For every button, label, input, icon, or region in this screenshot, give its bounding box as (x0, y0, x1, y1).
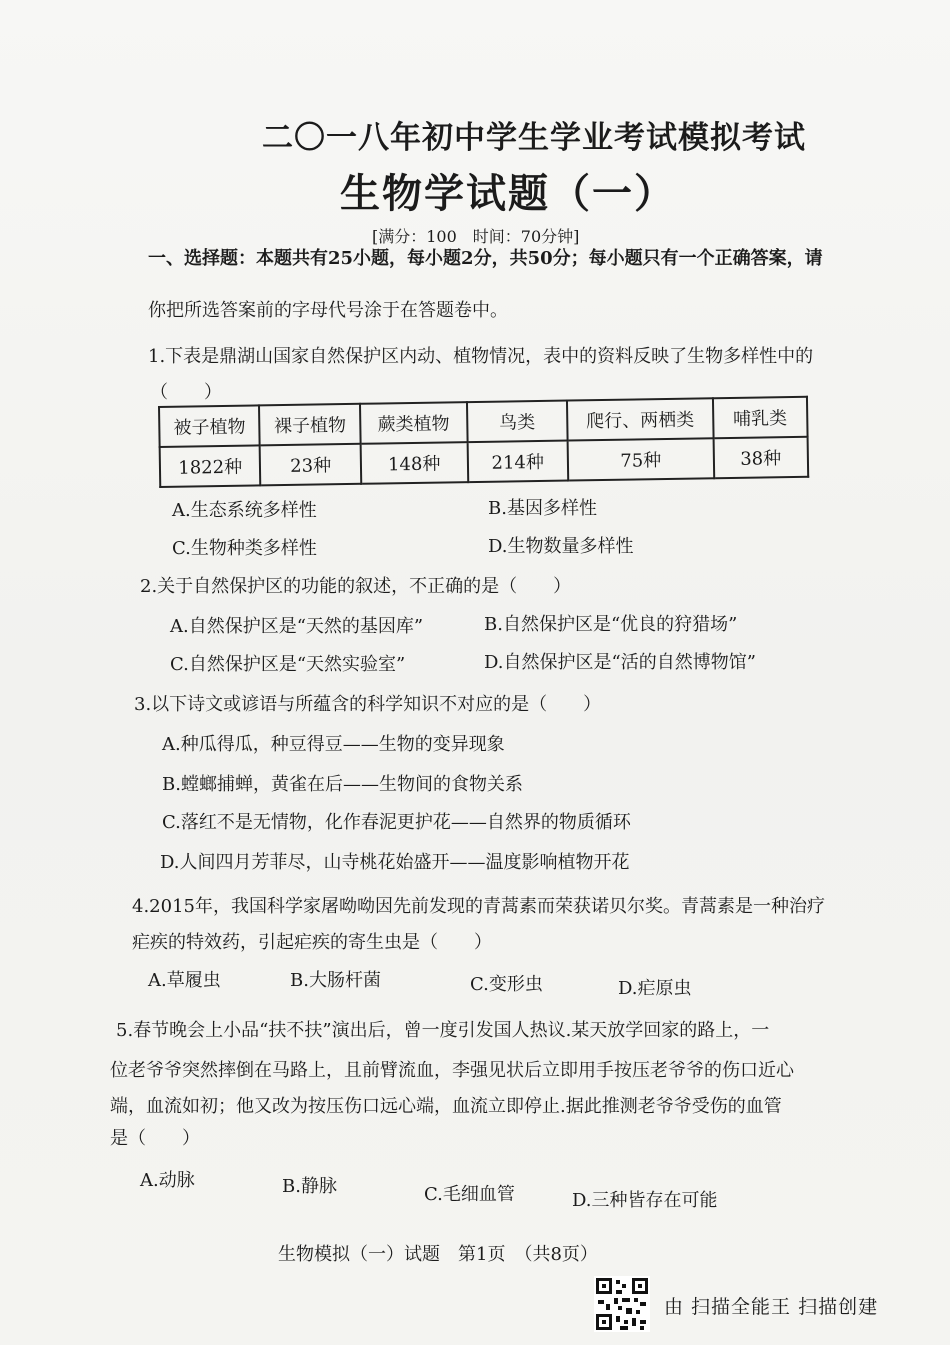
q4-option-c: C.变形虫 (470, 974, 543, 995)
q4-stem-line2: 疟疾的特效药，引起疟疾的寄生虫是（ ） (132, 932, 492, 953)
q3-stem: 3.以下诗文或谚语与所蕴含的科学知识不对应的是（ ） (134, 694, 602, 715)
exam-info: [满分：100 时间：70分钟] (372, 227, 580, 246)
table-header-cell: 被子植物 (159, 405, 260, 447)
q1-option-d: D.生物数量多样性 (488, 536, 634, 557)
table-header-cell: 哺乳类 (713, 397, 808, 438)
q3-option-a: A.种瓜得瓜，种豆得豆——生物的变异现象 (162, 734, 505, 755)
q3-option-d: D.人间四月芳菲尽，山寺桃花始盛开——温度影响植物开花 (160, 852, 630, 873)
q5-option-a: A.动脉 (140, 1170, 195, 1191)
q5-stem-line1: 5.春节晚会上小品“扶不扶”演出后，曾一度引发国人热议.某天放学回家的路上，一 (116, 1020, 770, 1041)
q2-stem: 2.关于自然保护区的功能的叙述，不正确的是（ ） (140, 576, 572, 597)
table-cell: 214种 (467, 441, 568, 483)
section-instructions-line1: 一、选择题：本题共有25小题，每小题2分，共50分；每小题只有一个正确答案，请 (148, 248, 823, 269)
q2-option-c: C.自然保护区是“天然实验室” (170, 654, 406, 675)
q2-option-a: A.自然保护区是“天然的基因库” (170, 616, 424, 637)
q5-option-c: C.毛细血管 (424, 1184, 515, 1205)
q2-option-d: D.自然保护区是“活的自然博物馆” (484, 652, 756, 673)
q5-option-b: B.静脉 (282, 1176, 337, 1197)
exam-title: 二〇一八年初中学生学业考试模拟考试 (262, 120, 806, 156)
q4-option-d: D.疟原虫 (618, 978, 692, 999)
q1-option-a: A.生态系统多样性 (172, 500, 317, 521)
q4-option-a: A.草履虫 (148, 970, 221, 991)
q1-option-c: C.生物种类多样性 (172, 538, 317, 559)
q5-stem-line3: 端，血流如初；他又改为按压伤口远心端，血流立即停止.据此推测老爷爷受伤的血管 (110, 1096, 782, 1117)
q4-stem-line1: 4.2015年，我国科学家屠呦呦因先前发现的青蒿素而荣获诺贝尔奖。青蒿素是一种治疗 (132, 896, 825, 917)
q1-stem-line1: 1.下表是鼎湖山国家自然保护区内动、植物情况，表中的资料反映了生物多样性中的 (148, 346, 814, 367)
table-header-cell: 鸟类 (467, 401, 568, 443)
table-cell: 148种 (361, 442, 468, 484)
page-footer: 生物模拟（一）试题 第1页 （共8页） (278, 1244, 598, 1265)
table-cell: 23种 (260, 444, 361, 486)
table-cell: 38种 (713, 437, 808, 478)
section-instructions-line2: 你把所选答案前的字母代号涂于在答题卷中。 (148, 300, 508, 321)
q3-option-c: C.落红不是无情物，化作春泥更护花——自然界的物质循环 (162, 812, 631, 833)
q1-option-b: B.基因多样性 (488, 498, 597, 519)
q5-stem-line4: 是（ ） (110, 1128, 200, 1149)
table-header-cell: 爬行、两栖类 (567, 398, 713, 440)
q1-stem-line2: （ ） (150, 382, 222, 403)
qr-code-icon (594, 1276, 650, 1332)
table-header-cell: 裸子植物 (259, 404, 360, 446)
table-cell: 1822种 (160, 445, 261, 487)
q5-option-d: D.三种皆存在可能 (572, 1190, 718, 1211)
q5-stem-line2: 位老爷爷突然摔倒在马路上，且前臂流血，李强见状后立即用手按压老爷爷的伤口近心 (110, 1060, 794, 1081)
exam-subtitle: 生物学试题（一） (340, 170, 676, 217)
table-cell: 75种 (568, 438, 714, 480)
q1-data-table (158, 396, 809, 488)
q2-option-b: B.自然保护区是“优良的狩猎场” (484, 614, 738, 635)
scanner-watermark-text: 由 扫描全能王 扫描创建 (664, 1296, 879, 1318)
table-header-cell: 蕨类植物 (360, 402, 467, 444)
q3-option-b: B.螳螂捕蝉，黄雀在后——生物间的食物关系 (162, 774, 523, 795)
q4-option-b: B.大肠杆菌 (290, 970, 381, 991)
